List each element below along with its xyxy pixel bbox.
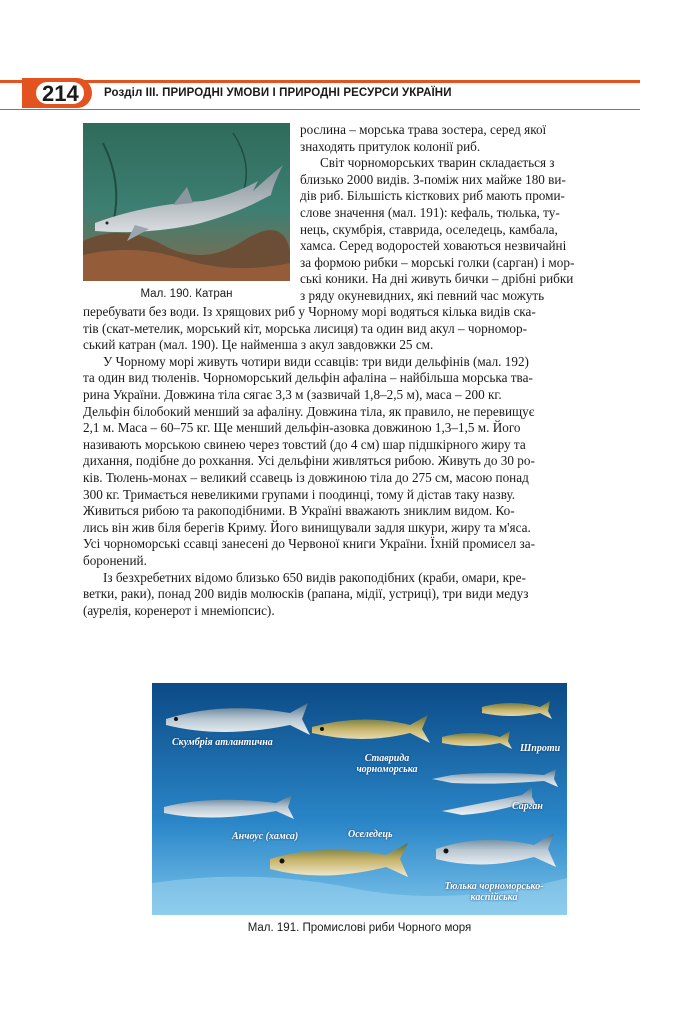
text-line: Живиться рибою та ракоподібними. В Україні вважають зниклим видом. Ко-	[83, 503, 515, 519]
text-line: Світ чорноморських тварин складається з	[320, 155, 555, 171]
text-line: рослина – морська трава зостера, серед якої	[300, 122, 547, 137]
text-line: Дельфін білобокий менший за афаліну. Довжина тіла, як правило, не перевищує	[83, 403, 535, 419]
text-line: 300 кг. Тримається невеликими групами і поодинці, тому й дістав таку назву.	[83, 486, 516, 502]
text-line: Із безхребетних відомо близько 650 видів ракоподібних (краби, омари, кре-	[103, 569, 526, 585]
text-line: близько 2000 видів. З-поміж них майже 180 ви-	[300, 171, 566, 187]
text-line: боронений.	[83, 552, 147, 568]
text-line: У Чорному морі живуть чотири види ссавців: три види дельфінів (мал. 192)	[103, 353, 529, 369]
figure-190-caption: Мал. 190. Катран	[140, 288, 233, 300]
text-line: Усі чорноморські ссавці занесені до Червоної книги України. Їхній промисел за-	[83, 536, 536, 552]
text-line: ветки, раки), понад 200 видів молюсків (рапана, мідії, устриці), три види медуз	[83, 586, 529, 602]
text-line: рина України. Довжина тіла сягає 3,3 м (зазвичай 1,8–2,5 м), маса – 200 кг.	[83, 386, 502, 402]
label-mackerel: Скумбрія атлантична	[172, 737, 273, 748]
text-line: перебувати без води. Із хрящових риб у Чорному морі водяться кілька видів ска-	[83, 304, 536, 319]
text-line: знаходять притулок колонії риб.	[300, 138, 481, 154]
label-sprat: Шпроти	[520, 743, 561, 754]
text-line: лись він жив біля берегів Криму. Його винищували задля шкури, жиру та м'яса.	[83, 519, 531, 535]
text-line: дихання, подібне до рохкання. Усі дельфіни живляться рибою. Живуть до 30 ро-	[83, 453, 535, 469]
text-line: ський катран (мал. 190). Це найменша з акул завдовжки 25 см.	[83, 337, 434, 353]
label-horse-mackerel: Ставрида чорноморська	[356, 753, 418, 775]
text-line: нець, скумбрія, ставрида, оселедець, камбала,	[300, 221, 558, 237]
label-anchovy: Анчоус (хамса)	[232, 831, 299, 842]
fish-illustration	[152, 683, 567, 915]
page-number: 214	[42, 81, 79, 106]
text-line: 2,1 м. Маса – 60–75 кг. Ще менший дельфін-азовка довжиною 1,3–1,5 м. Його	[83, 420, 521, 436]
text-block-full-width	[83, 304, 640, 619]
label-tyulka: Тюлька чорноморсько-каспійська	[444, 881, 544, 903]
text-line: з ряду окуневидних, які певний час можуть	[300, 287, 545, 303]
text-line: (аурелія, коренерот і мнеміопсис).	[83, 602, 275, 618]
text-line: та один вид тюленів. Чорноморський дельфін афаліна – найбільша морська тва-	[83, 370, 533, 386]
label-herring: Оселедець	[348, 829, 393, 840]
text-line: дів риб. Більшість кісткових риб мають проми-	[300, 188, 565, 204]
section-title: Розділ ІІІ. ПРИРОДНІ УМОВИ І ПРИРОДНІ РЕСУРСИ УКРАЇНИ	[104, 87, 452, 99]
text-line: хамса. Серед водоростей ховаються незвичайні	[300, 238, 567, 254]
katran-illustration	[83, 123, 290, 281]
label-garfish: Сарган	[512, 801, 543, 812]
text-block-beside-photo	[300, 122, 640, 305]
text-line: ків. Тюлень-монах – великий ссавець із довжиною тіла до 275 см, масою понад	[83, 469, 529, 485]
text-line: тів (скат-метелик, морський кіт, морська лисиця) та один вид акул – чорномор-	[83, 320, 527, 336]
shark-photo	[83, 123, 290, 281]
text-line: ські коники. На дні живуть бички – дрібні рибки	[300, 271, 574, 287]
text-line: за формою рибки – морські голки (сарган) і мор-	[300, 254, 575, 270]
text-line: слове значення (мал. 191): кефаль, тюлька, ту-	[300, 204, 560, 220]
text-line: називають морською свинею через товстий (до 4 см) шар підшкірного жиру та	[83, 436, 526, 452]
figure-191-caption: Мал. 191. Промислові риби Чорного моря	[247, 922, 472, 934]
